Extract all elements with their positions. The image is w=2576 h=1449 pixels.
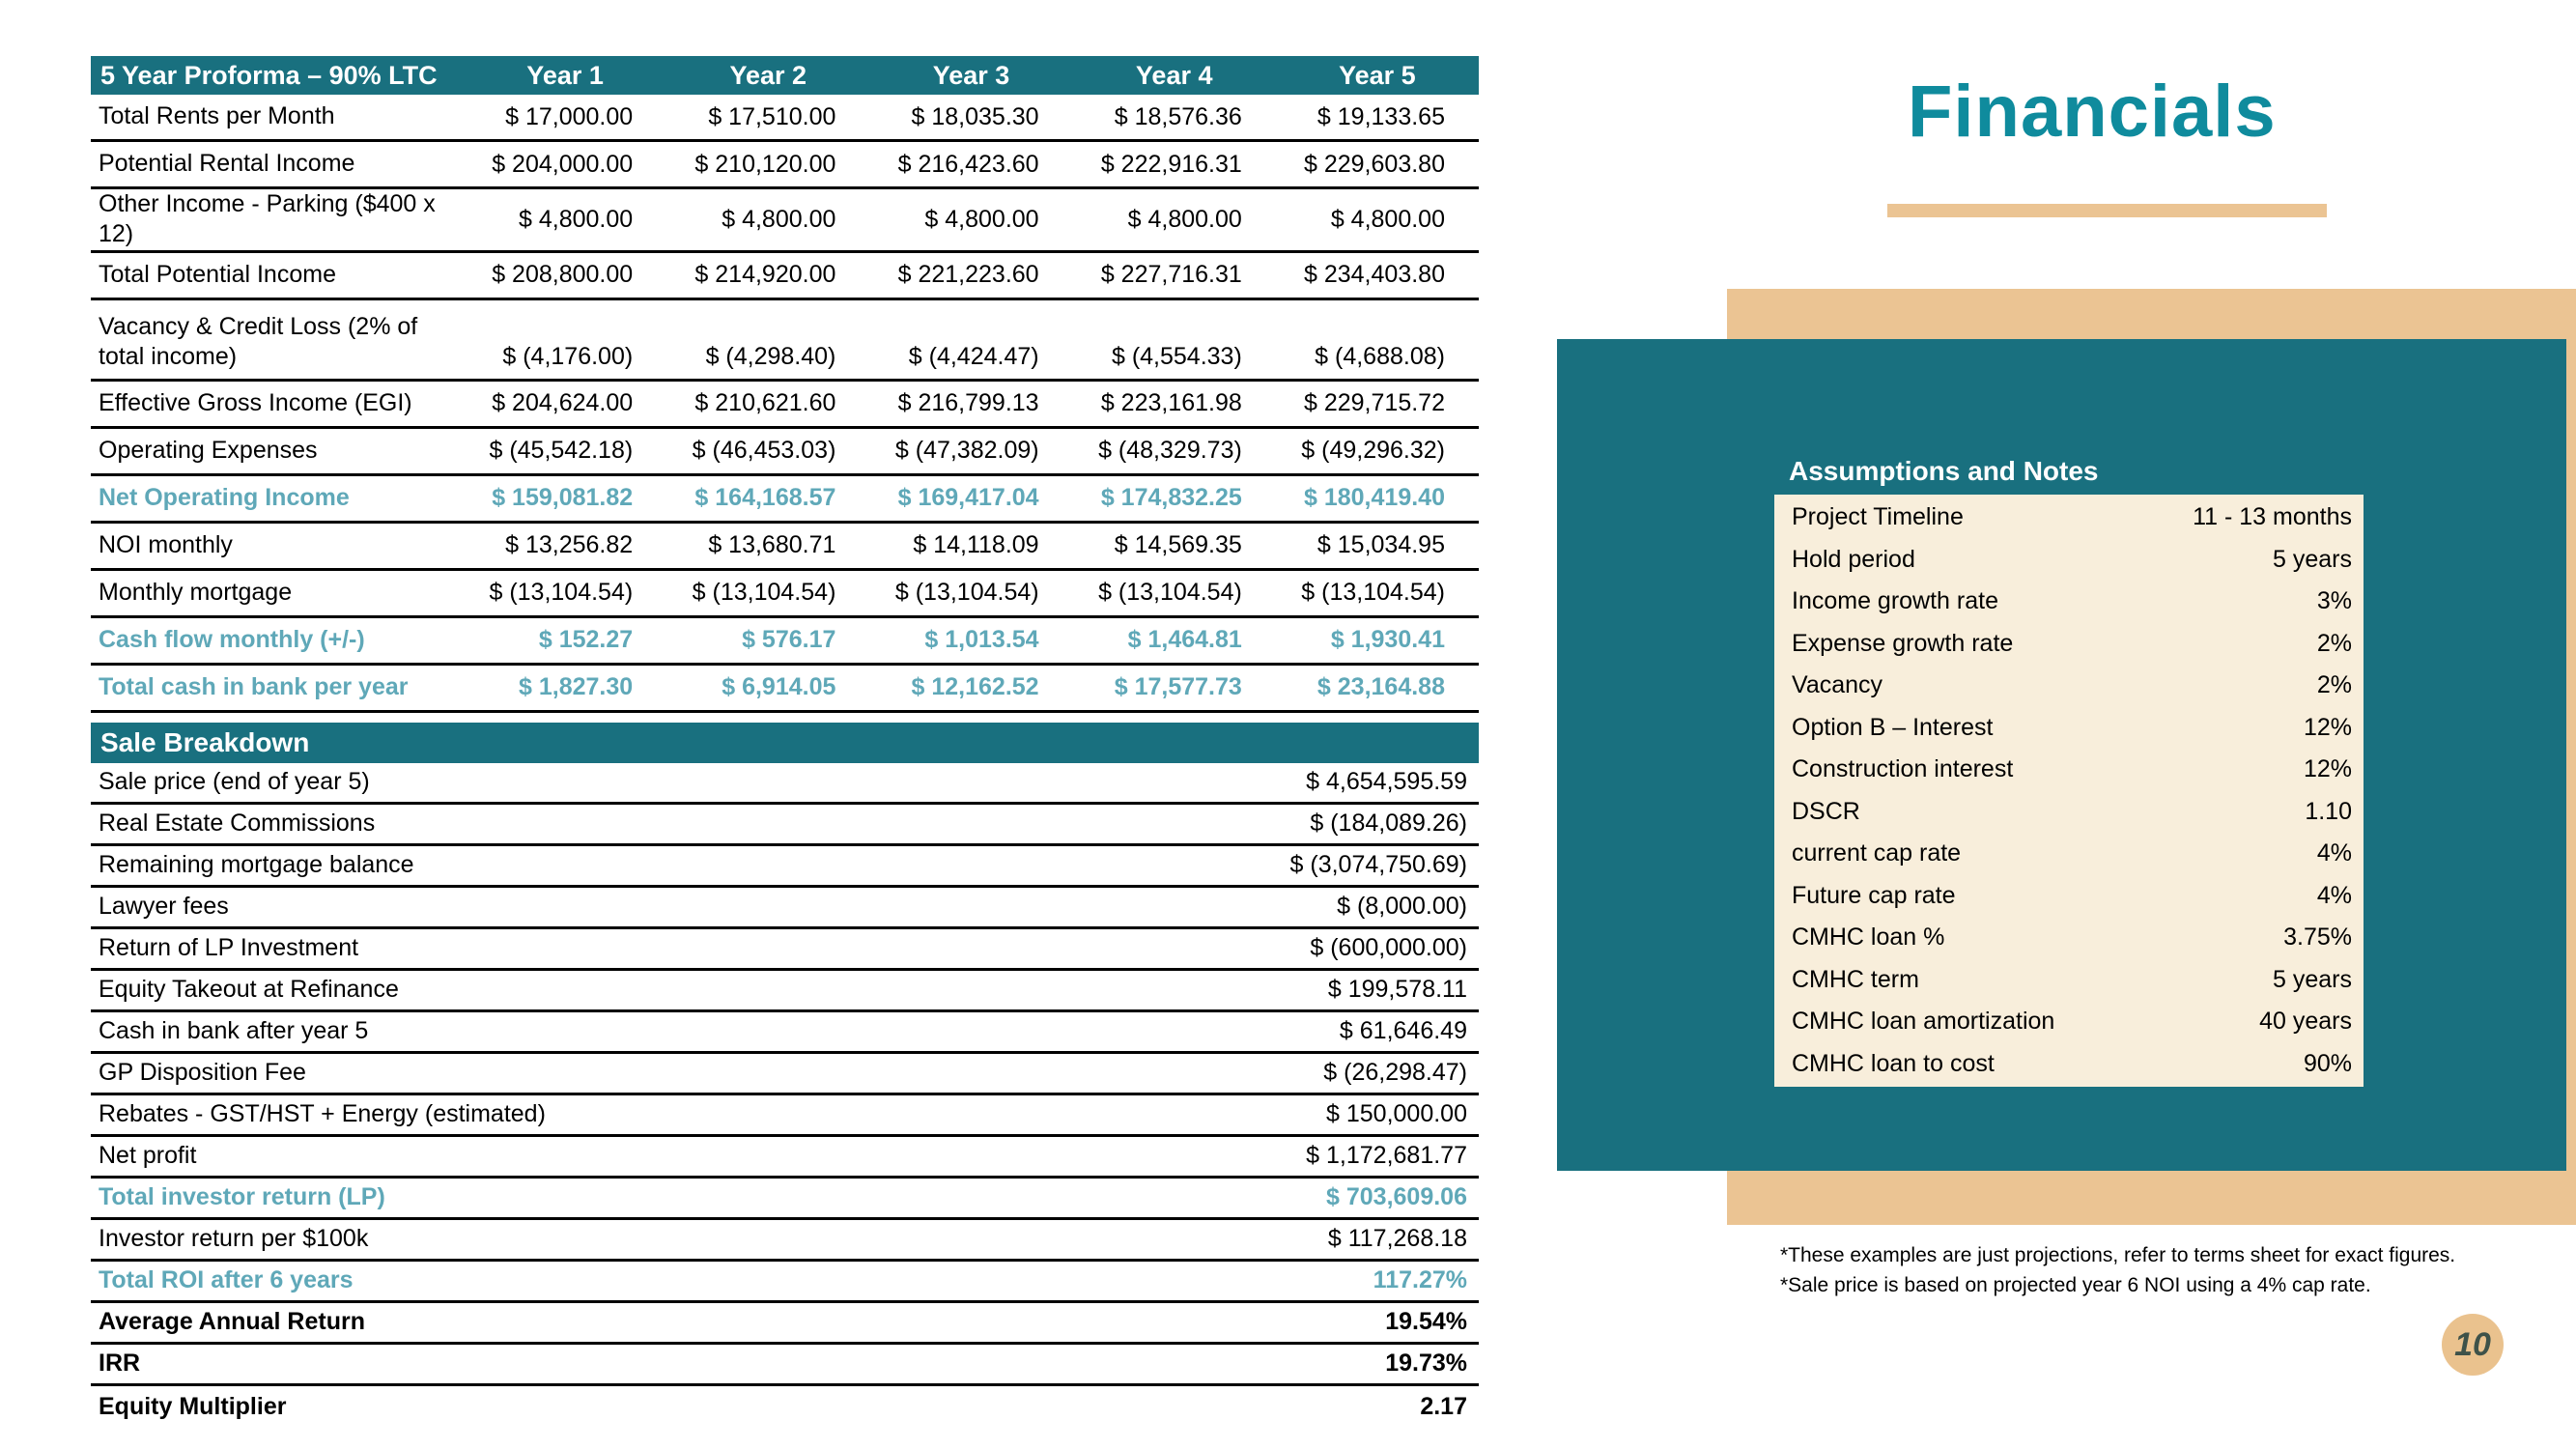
table-row (91, 189, 1479, 253)
row-label: Effective Gross Income (EGI) (99, 388, 412, 416)
page-title: Financials (1908, 71, 2277, 153)
row-label: Expense growth rate (1792, 629, 2014, 657)
table-row (1774, 1001, 2364, 1043)
table-row (91, 1220, 1479, 1262)
row-label: Hold period (1792, 545, 1915, 573)
cell-value: $ 180,419.40 (1304, 484, 1445, 511)
cell-value: $ 13,256.82 (505, 531, 634, 558)
cell-value: $ 210,120.00 (694, 150, 836, 178)
cell-value: 4% (2316, 881, 2352, 909)
cell-value: $ 214,920.00 (694, 261, 836, 288)
cell-value: $ 169,417.04 (897, 484, 1039, 511)
cell-value: $ 152.27 (538, 626, 634, 653)
table-row (1774, 959, 2364, 1002)
cell-value: 5 years (2273, 965, 2352, 993)
cell-value: $ (49,296.32) (1301, 437, 1445, 464)
assumptions-title: Assumptions and Notes (1789, 456, 2099, 486)
cell-value: $ 159,081.82 (492, 484, 634, 511)
table-row (1774, 665, 2364, 707)
cell-value: 2% (2316, 629, 2352, 657)
table-row (91, 763, 1479, 805)
cell-value: $ 210,621.60 (694, 389, 836, 416)
table-row (1774, 581, 2364, 623)
table-row (1774, 749, 2364, 791)
cell-value: $ (13,104.54) (489, 579, 634, 606)
column-header-year3: Year 3 (932, 60, 1010, 90)
row-label: Operating Expenses (99, 436, 318, 464)
cell-value: $ 4,800.00 (1330, 205, 1445, 233)
table-row (91, 382, 1479, 429)
table-row (1774, 1043, 2364, 1086)
table-row (91, 1179, 1479, 1220)
table-row (1774, 875, 2364, 918)
table-row (91, 846, 1479, 888)
table-row (91, 300, 1479, 382)
table-row (91, 1012, 1479, 1054)
cell-value: $ 204,624.00 (492, 389, 634, 416)
cell-value: $ 4,800.00 (519, 205, 634, 233)
cell-value: $ 222,916.31 (1100, 150, 1242, 178)
table-row (91, 618, 1479, 666)
column-header-year1: Year 1 (526, 60, 604, 90)
table-row (91, 571, 1479, 618)
cell-value: $ (13,104.54) (1301, 579, 1445, 606)
cell-value: $ (48,329.73) (1098, 437, 1242, 464)
column-header-year2: Year 2 (729, 60, 807, 90)
table-row (1774, 791, 2364, 834)
cell-value: $ (4,424.47) (908, 342, 1039, 370)
row-label: Total investor return (LP) (99, 1183, 385, 1210)
row-label: Future cap rate (1792, 881, 1956, 909)
cell-value: 3% (2316, 587, 2352, 615)
table-row (91, 476, 1479, 524)
cell-value: $ 208,800.00 (492, 261, 634, 288)
footnote-line: *These examples are just projections, refer to terms sheet for exact figures. (1780, 1244, 2456, 1266)
cell-value: 19.54% (1385, 1308, 1467, 1335)
table-row (91, 888, 1479, 929)
cell-value: 2% (2316, 671, 2352, 699)
cell-value: $ 199,578.11 (1327, 976, 1467, 1003)
cell-value: $ 1,013.54 (924, 626, 1039, 653)
cell-value: $ 1,930.41 (1330, 626, 1445, 653)
row-label: IRR (99, 1350, 141, 1377)
row-label: Monthly mortgage (99, 578, 293, 606)
cell-value: $ 204,000.00 (492, 150, 634, 178)
cell-value: $ 576.17 (742, 626, 836, 653)
row-label: Total Potential Income (99, 260, 336, 288)
cell-value: $ (8,000.00) (1337, 893, 1467, 920)
footnote-line: *Sale price is based on projected year 6 NOI using a 4% cap rate. (1780, 1274, 2371, 1296)
cell-value: $ 19,133.65 (1316, 102, 1445, 130)
table-row (91, 1095, 1479, 1137)
cell-value: $ 17,000.00 (505, 102, 634, 130)
row-label: Project Timeline (1792, 503, 1964, 531)
row-label: Real Estate Commissions (99, 810, 376, 837)
cell-value: $ 14,118.09 (913, 531, 1039, 558)
row-label: Vacancy & Credit Loss (2% of total income) (99, 313, 418, 371)
table-row (91, 1262, 1479, 1303)
row-label: CMHC loan amortization (1792, 1008, 2055, 1036)
cell-value: $ 1,827.30 (519, 673, 634, 700)
table-row (91, 1386, 1479, 1428)
cell-value: 1.10 (2305, 797, 2352, 825)
row-label: Vacancy (1792, 671, 1883, 699)
cell-value: 5 years (2273, 545, 2352, 573)
cell-value: $ 17,577.73 (1114, 673, 1242, 700)
table-row (1774, 497, 2364, 539)
cell-value: $ 1,464.81 (1127, 626, 1242, 653)
cell-value: 40 years (2259, 1008, 2352, 1036)
row-label: Total Rents per Month (99, 102, 335, 130)
cell-value: $ (26,298.47) (1323, 1059, 1467, 1086)
cell-value: $ 4,654,595.59 (1306, 768, 1467, 795)
cell-value: $ (4,554.33) (1111, 342, 1242, 370)
row-label: Option B – Interest (1792, 713, 1994, 741)
cell-value: $ 18,576.36 (1114, 102, 1242, 130)
row-label: NOI monthly (99, 530, 233, 558)
row-label: CMHC loan % (1792, 923, 1945, 952)
cell-value: $ (184,089.26) (1310, 810, 1467, 837)
cell-value: $ 4,800.00 (722, 205, 836, 233)
row-label: Total ROI after 6 years (99, 1266, 354, 1293)
cell-value: $ 223,161.98 (1100, 389, 1242, 416)
row-label: Average Annual Return (99, 1308, 365, 1335)
cell-value: $ (600,000.00) (1310, 934, 1467, 961)
row-label: CMHC term (1792, 965, 1919, 993)
cell-value: $ (13,104.54) (692, 579, 836, 606)
row-label: Investor return per $100k (99, 1225, 369, 1252)
footnotes (1780, 1240, 2455, 1300)
cell-value: $ 216,799.13 (897, 389, 1039, 416)
row-label: Construction interest (1792, 755, 2014, 783)
cell-value: $ 216,423.60 (897, 150, 1039, 178)
row-label: Potential Rental Income (99, 150, 355, 178)
row-label: Cash in bank after year 5 (99, 1017, 369, 1044)
row-label: Sale price (end of year 5) (99, 768, 370, 795)
table-row (91, 1137, 1479, 1179)
cell-value: 4% (2316, 839, 2352, 867)
cell-value: 117.27% (1373, 1266, 1467, 1293)
row-label: Lawyer fees (99, 893, 229, 920)
cell-value: 19.73% (1385, 1350, 1467, 1377)
page-number: 10 (2454, 1325, 2491, 1363)
cell-value: $ 13,680.71 (708, 531, 836, 558)
cell-value: $ 12,162.52 (911, 673, 1039, 700)
cell-value: $ (13,104.54) (1098, 579, 1242, 606)
cell-value: $ 229,603.80 (1304, 150, 1445, 178)
cell-value: $ (47,382.09) (894, 437, 1039, 464)
cell-value: $ 150,000.00 (1326, 1100, 1467, 1127)
sale-breakdown-header: Sale Breakdown (91, 723, 1479, 763)
cell-value: $ (4,176.00) (502, 342, 634, 370)
cell-value: $ (4,298.40) (705, 342, 836, 370)
table-row (91, 429, 1479, 476)
row-label: Total cash in bank per year (99, 672, 409, 700)
table-row (1774, 917, 2364, 959)
table-row (91, 95, 1479, 142)
table-row (91, 142, 1479, 189)
cell-value: $ 174,832.25 (1100, 484, 1242, 511)
table-row (91, 1054, 1479, 1095)
table-row (91, 1303, 1479, 1345)
table-row (91, 524, 1479, 571)
proforma-rows (91, 95, 1479, 713)
cell-value: $ 164,168.57 (694, 484, 836, 511)
table-row (91, 971, 1479, 1012)
cell-value: $ 18,035.30 (911, 102, 1039, 130)
cell-value: $ 15,034.95 (1316, 531, 1445, 558)
cell-value: $ (3,074,750.69) (1289, 851, 1467, 878)
table-row (91, 805, 1479, 846)
cell-value: 3.75% (2283, 923, 2352, 952)
cell-value: $ 227,716.31 (1100, 261, 1242, 288)
table-row (91, 1345, 1479, 1386)
table-row (1774, 707, 2364, 750)
cell-value: 12% (2303, 713, 2352, 741)
table-row (1774, 833, 2364, 875)
page-number-badge (2442, 1314, 2504, 1376)
row-label: Rebates - GST/HST + Energy (estimated) (99, 1100, 546, 1127)
proforma-title: 5 Year Proforma – 90% LTC (100, 60, 438, 90)
proforma-table (91, 56, 1479, 1428)
row-label: Return of LP Investment (99, 934, 359, 961)
title-underline-bar (1887, 204, 2327, 217)
row-label: CMHC loan to cost (1792, 1049, 1995, 1077)
column-header-year5: Year 5 (1339, 60, 1416, 90)
cell-value: $ 23,164.88 (1316, 673, 1445, 700)
cell-value: $ 1,172,681.77 (1306, 1142, 1467, 1169)
row-label: Other Income - Parking ($400 x 12) (99, 190, 436, 248)
row-label: GP Disposition Fee (99, 1059, 306, 1086)
cell-value: $ (46,453.03) (692, 437, 836, 464)
table-row (91, 253, 1479, 300)
cell-value: $ (4,688.08) (1315, 342, 1445, 370)
table-row (1774, 623, 2364, 666)
row-label: Remaining mortgage balance (99, 851, 414, 878)
cell-value: $ 4,800.00 (924, 205, 1039, 233)
cell-value: $ 229,715.72 (1304, 389, 1445, 416)
cell-value: $ 703,609.06 (1326, 1183, 1467, 1210)
cell-value: $ 61,646.49 (1339, 1017, 1467, 1044)
row-label: Net profit (99, 1142, 197, 1169)
sale-breakdown-rows (91, 763, 1479, 1428)
cell-value: $ 221,223.60 (897, 261, 1039, 288)
table-row (91, 666, 1479, 713)
column-header-year4: Year 4 (1135, 60, 1213, 90)
row-label: Equity Multiplier (99, 1392, 287, 1420)
table-row (91, 929, 1479, 971)
row-label: Equity Takeout at Refinance (99, 976, 399, 1003)
cell-value: $ (45,542.18) (489, 437, 634, 464)
row-label: DSCR (1792, 797, 1860, 825)
assumptions-table (1774, 495, 2364, 1087)
cell-value: 90% (2303, 1049, 2352, 1077)
cell-value: $ 234,403.80 (1304, 261, 1445, 288)
table-row (1774, 539, 2364, 582)
row-label: Cash flow monthly (+/-) (99, 625, 365, 653)
cell-value: $ 14,569.35 (1114, 531, 1242, 558)
cell-value: $ 117,268.18 (1327, 1225, 1467, 1252)
cell-value: $ 4,800.00 (1127, 205, 1242, 233)
cell-value: $ (13,104.54) (894, 579, 1039, 606)
row-label: Net Operating Income (99, 483, 350, 511)
cell-value: $ 6,914.05 (722, 673, 836, 700)
row-label: current cap rate (1792, 839, 1962, 867)
cell-value: 11 - 13 months (2193, 503, 2352, 531)
row-label: Income growth rate (1792, 587, 1998, 615)
cell-value: 12% (2303, 755, 2352, 783)
cell-value: 2.17 (1420, 1392, 1467, 1420)
cell-value: $ 17,510.00 (708, 102, 836, 130)
proforma-header-row (91, 56, 1479, 95)
